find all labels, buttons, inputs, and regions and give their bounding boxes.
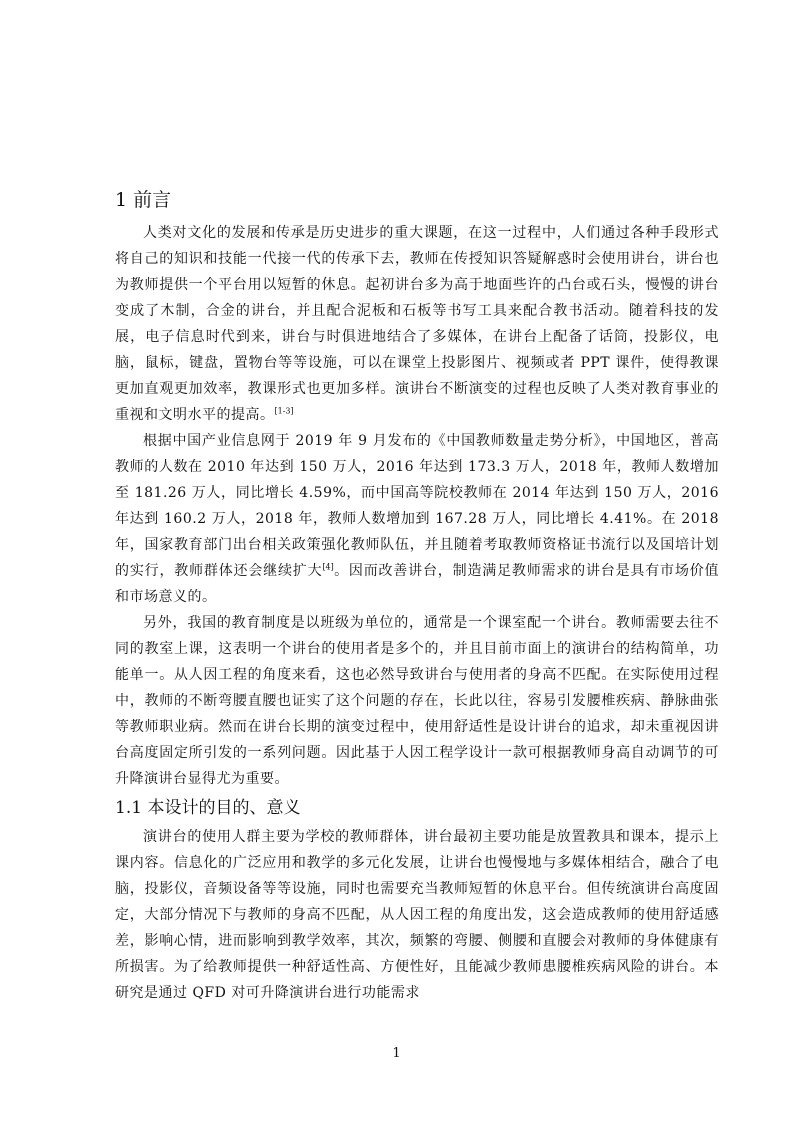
paragraph-text: 人类对文化的发展和传承是历史进步的重大课题，在这一过程中，人们通过各种手段形式将自己的知识和技能一代接一代的传承下去，教师在传授知识答疑解惑时会使用讲台，讲台也为教师提供一个平台用以短暂的休息。起初讲台多为高于地面些许的凸台或石头，慢慢的讲台变成了木制，合金的讲台，并且配合泥板和石板等书写工具来配合教书活动。随着科技的发展，电子信息时代到来，讲台与时俱进地结合了多媒体，在讲台上配备了话筒，投影仪，电脑，鼠标，键盘，置物台等等设施，可以在课堂上投影图片、视频或者 PPT 课件，使得教课更加直观更加效率，教课形式也更加多样。演讲台不断演变的过程也反映了人类对教育事业的重视和文明水平的提高。 — [115, 225, 719, 423]
citation-marker: [1-3] — [274, 406, 294, 416]
section-body — [115, 220, 719, 792]
page-content — [115, 186, 719, 1006]
section-heading: 1 前言 — [115, 189, 172, 211]
subsection-body — [115, 824, 719, 1006]
page-number: 1 — [392, 1046, 401, 1061]
paragraph-text: 演讲台的使用人群主要为学校的教师群体，讲台最初主要功能是放置教具和课本，提示上课内容。信息化的广泛应用和教学的多元化发展，让讲台也慢慢地与多媒体相结合，融合了电脑，投影仪，音频设备等等设施，同时也需要充当教师短暂的休息平台。但传统演讲台高度固定，大部分情况下与教师的身高不匹配，从人因工程的角度出发，这会造成教师的使用舒适感差，影响心情，进而影响到教学效率，其次，频繁的弯腰、侧腰和直腰会对教师的身体健康有所损害。为了给教师提供一种舒适性高、方便性好，且能减少教师患腰椎疾病风险的讲台。本研究是通过 QFD 对可升降演讲台进行功能需求 — [115, 829, 719, 1001]
body-paragraph — [115, 824, 719, 1006]
subsection-heading: 1.1 本设计的目的、意义 — [115, 798, 301, 818]
body-paragraph — [115, 428, 719, 610]
paragraph-text: 。因而改善讲台，制造满足教师需求的讲台是具有市场价值和市场意义的。 — [115, 563, 720, 605]
paragraph-text: 另外，我国的教育制度是以班级为单位的，通常是一个课室配一个讲台。教师需要去往不同的教室上课，这表明一个讲台的使用者是多个的，并且目前市面上的演讲台的结构简单，功能单一。从人因工程的角度来看，这也必然导致讲台与使用者的身高不匹配。在实际使用过程中，教师的不断弯腰直腰也证实了这个问题的存在，长此以往，容易引发腰椎疾病、静脉曲张等教师职业病。然而在讲台长期的演变过程中，使用舒适性是设计讲台的追求，却未重视因讲台高度固定所引发的一系列问题。因此基于人因工程学设计一款可根据教师身高自动调节的可升降演讲台显得尤为重要。 — [115, 615, 719, 787]
paragraph-text: 根据中国产业信息网于 2019 年 9 月发布的《中国教师数量走势分析》，中国地区，普高教师的人数在 2010 年达到 150 万人，2016 年达到 173.3 万人，2018 年，教师人数增加至 181.26 万人，同比增长 4.59%，而中国高等院校教师在 2014 年达到 150 万人，2016 年达到 160.2 万人，2018 年，教师人数增加到 167.28 万人，同比增长 4.41%。在 2018 年，国家教育部门出台相关政策强化教师队伍，并且随着考取教师资格证书流行以及国培计划的实行，教师群体还会继续扩大 — [115, 433, 719, 579]
body-paragraph — [115, 220, 719, 428]
body-paragraph — [115, 610, 719, 792]
citation-marker: [4] — [322, 562, 334, 572]
